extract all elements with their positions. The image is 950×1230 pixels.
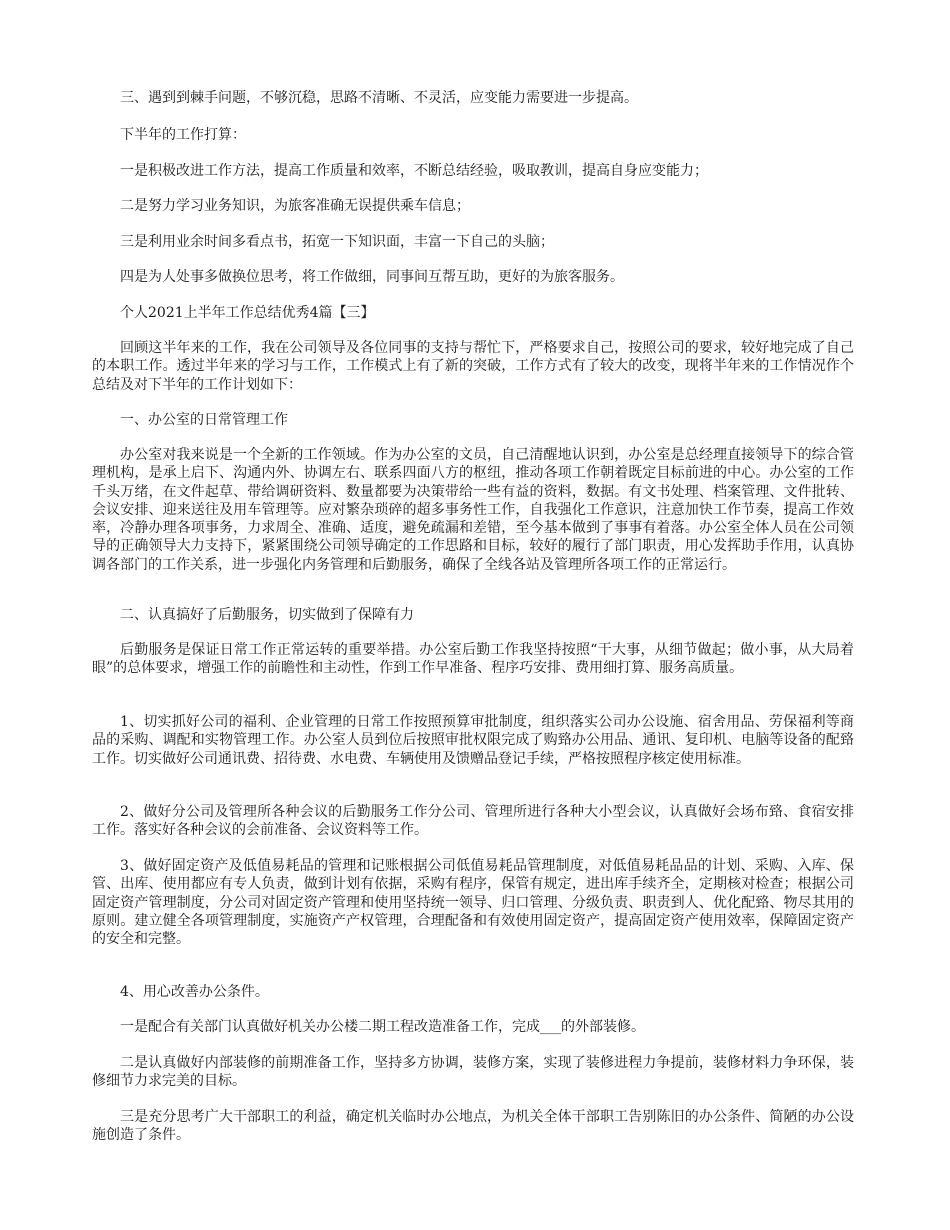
paragraph-item-1: 1、切实抓好公司的福利、企业管理的日常工作按照预算审批制度，组织落实公司办公设施、宿舍用品、劳保福利等商品的采购、调配和实物管理工作。办公室人员到位后按照审批权限完成了购臵办公用品、通讯、复印机、电脑等设备的配臵工作。切实做好公司通讯费、招待费、水电费、车辆使用及馈赠品登记手续，严格按照程序核定使用标准。 [92, 714, 854, 767]
section-title: 个人2021上半年工作总结优秀4篇【三】 [120, 305, 375, 321]
paragraph-improve-one: 一是配合有关部门认真做好机关办公楼二期工程改造准备工作，完成___的外部装修。 [120, 1019, 645, 1035]
paragraph-item-3: 3、做好固定资产及低值易耗品的管理和记账根据公司低值易耗品管理制度，对低值易耗品品的计划、采购、入库、保管、出库、使用都应有专人负责，做到计划有依据，采购有程序，保管有规定，进出库手续齐全，定期核对检查；根据公司固定资产管理制度，分公司对固定资产管理和使用坚持统一领导、归口管理、分级负责、职责到人、优化配臵、物尽其用的原则。建立健全各项管理制度，实施资产产权管理，合理配备和有效使用固定资产，提高固定资产使用效率，保障固定资产的安全和完整。 [92, 858, 854, 948]
paragraph-logistics: 后勤服务是保证日常工作正常运转的重要举措。办公室后勤工作我坚持按照“干大事，从细节做起；做小事，从大局着眼”的总体要求，增强工作的前瞻性和主动性，作到工作早准备、程序巧安排、费用细打算、服务高质量。 [92, 642, 854, 677]
paragraph-review: 回顾这半年来的工作，我在公司领导及各位同事的支持与帮忙下，严格要求自己，按照公司的要求，较好地完成了自己的本职工作。透过半年来的学习与工作，工作模式上有了新的突破，工作方式有了较大的改变，现将半年来的工作情况作个总结及对下半年的工作计划如下： [92, 340, 854, 393]
paragraph-plan-two: 二是努力学习业务知识，为旅客准确无误提供乘车信息； [120, 198, 470, 214]
paragraph-office-work: 办公室对我来说是一个全新的工作领域。作为办公室的文员，自己清醒地认识到，办公室是总经理直接领导下的综合管理机构，是承上启下、沟通内外、协调左右、联系四面八方的枢纽，推动各项工作朝着既定目标前进的中心。办公室的工作千头万绪，在文件起草、带给调研资料、数量都要为决策带给一些有益的资料，数据。有文书处理、档案管理、文件批转、会议安排、迎来送往及用车管理等。应对繁杂琐碎的超多事务性工作，自我强化工作意识，注意加快工作节奏，提高工作效率，冷静办理各项事务，力求周全、准确、适度，避免疏漏和差错，至今基本做到了事事有着落。办公室全体人员在公司领导的正确领导大力支持下，紧紧围绕公司领导确定的工作思路和目标，较好的履行了部门职责，用心发挥助手作用，认真协调各部门的工作关系，进一步强化内务管理和后勤服务，确保了全线各站及管理所各项工作的正常运行。 [92, 447, 854, 573]
paragraph-item-4: 4、用心改善办公条件。 [120, 984, 269, 1000]
paragraph-plan-four: 四是为人处事多做换位思考，将工作做细，同事间互帮互助，更好的为旅客服务。 [120, 269, 624, 285]
paragraph-plan-heading: 下半年的工作打算： [120, 127, 246, 143]
paragraph-weakness-three: 三、遇到到棘手问题，不够沉稳，思路不清晰、不灵活，应变能力需要进一步提高。 [120, 90, 638, 106]
paragraph-improve-two: 二是认真做好内部装修的前期准备工作，坚持多方协调，装修方案，实现了装修进程力争提前，装修材料力争环保，装修细节力求完美的目标。 [92, 1055, 854, 1090]
paragraph-plan-three: 三是利用业余时间多看点书，拓宽一下知识面，丰富一下自己的头脑； [120, 234, 554, 250]
paragraph-improve-three: 三是充分思考广大干部职工的利益，确定机关临时办公地点，为机关全体干部职工告别陈旧的办公条件、简陋的办公设施创造了条件。 [92, 1109, 854, 1144]
heading-office-management: 一、办公室的日常管理工作 [120, 412, 288, 428]
paragraph-item-2: 2、做好分公司及管理所各种会议的后勤服务工作分公司、管理所进行各种大小型会议，认真做好会场布臵、食宿安排工作。落实好各种会议的会前准备、会议资料等工作。 [92, 804, 854, 839]
paragraph-plan-one: 一是积极改进工作方法，提高工作质量和效率，不断总结经验，吸取教训，提高自身应变能力； [120, 163, 708, 179]
heading-logistics: 二、认真搞好了后勤服务，切实做到了保障有力 [120, 607, 414, 623]
